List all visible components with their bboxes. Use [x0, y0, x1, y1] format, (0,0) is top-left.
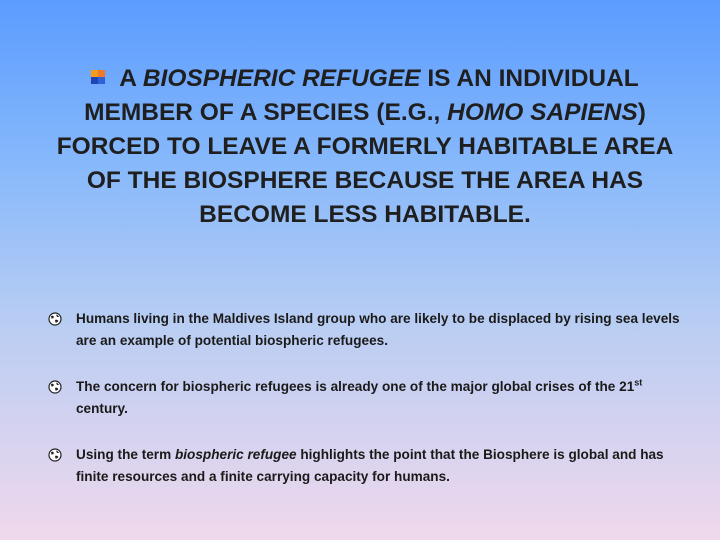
bullet-item-3 — [48, 444, 688, 488]
globe-icon — [48, 448, 62, 462]
title-text-2: IS AN INDIVIDUAL MEMBER OF A SPECIES (E.G., — [84, 65, 639, 126]
bullet-superscript: st — [634, 377, 643, 388]
bullet-text-3b: highlights the point that the Biosphere is global and has finite resources and a finite carrying capacity for humans. — [76, 447, 664, 484]
bullet-list — [48, 308, 688, 512]
globe-icon — [48, 380, 62, 394]
bullet-text-2b: century. — [76, 401, 128, 416]
bullet-italic-3: biospheric refugee — [174, 447, 297, 462]
title-italic-2: HOMO SAPIENS — [447, 99, 638, 126]
bullet-text-3a: Using the term — [76, 447, 175, 462]
bullet-item-1 — [48, 308, 688, 352]
four-square-bullet-icon — [91, 70, 105, 84]
title-text-1: A — [119, 65, 143, 92]
bullet-text-2a: The concern for biospheric refugees is already one of the major global crises of the 21 — [76, 379, 635, 394]
title-text-3: ) FORCED TO LEAVE A FORMERLY HABITABLE AREA OF THE BIOSPHERE BECAUSE THE AREA HAS BECOME LESS HABITABLE. — [56, 99, 674, 228]
globe-icon — [48, 312, 62, 326]
slide-title — [40, 62, 690, 232]
bullet-text-1: Humans living in the Maldives Island group who are likely to be displaced by rising sea levels are an example of potential biospheric refugees. — [76, 311, 680, 348]
bullet-item-2 — [48, 376, 688, 420]
title-italic-1: BIOSPHERIC REFUGEE — [142, 65, 421, 92]
